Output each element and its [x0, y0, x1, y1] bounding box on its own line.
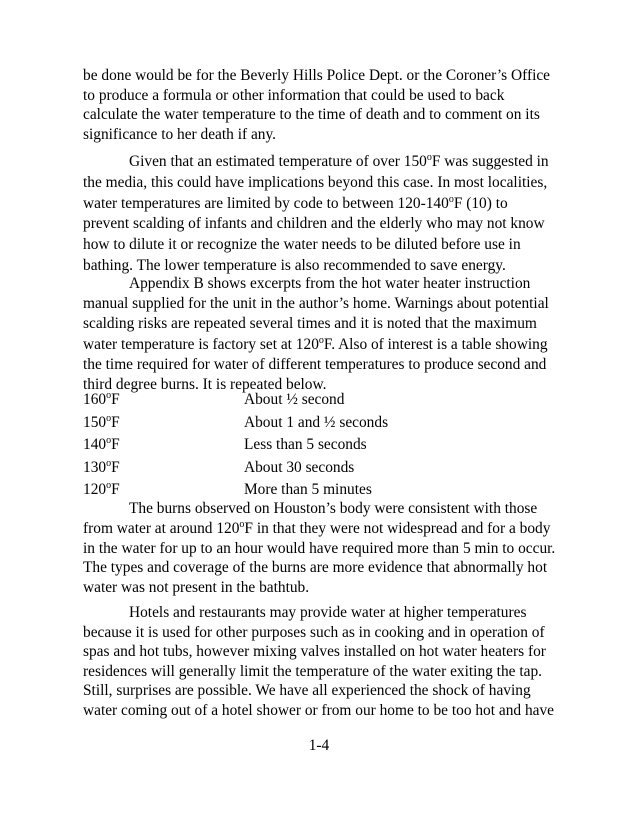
- table-row: [83, 412, 553, 435]
- text-line: calculate the water temperature to the time of death and to comment on its: [83, 106, 540, 123]
- text-line: Still, surprises are possible. We have all experienced the shock of having: [83, 682, 531, 699]
- text-line: water temperatures are limited by code to between 120-140$^o$F (10) to: [83, 193, 508, 212]
- text-line: Hotels and restaurants may provide water at higher temperatures: [129, 604, 527, 621]
- temperature-cell: 130$^o$F: [83, 457, 120, 476]
- text-line: from water at around 120$^o$F in that they were not widespread and for a body: [83, 518, 551, 537]
- text-line: the media, this could have implications beyond this case. In most localities,: [83, 173, 548, 191]
- burn-time-cell: About 1 and ½ seconds: [244, 413, 389, 431]
- paragraph-2: [83, 152, 553, 277]
- text-line: spas and hot tubs, however mixing valves installed on hot water heaters for: [83, 643, 546, 660]
- text-line: third degree burns. It is repeated below.: [83, 376, 327, 394]
- temperature-cell: 140$^o$F: [83, 435, 120, 454]
- text-line: to produce a formula or other information that could be used to back: [83, 86, 505, 104]
- burn-time-cell: About ½ second: [244, 391, 345, 408]
- text-line: water was not present in the bathtub.: [83, 579, 310, 597]
- text-line: Given that an estimated temperature of over 150$^o$F was suggested in: [129, 152, 549, 170]
- text-line: water coming out of a hotel shower or from our home to be too hot and have: [83, 701, 554, 719]
- text-line: bathing. The lower temperature is also recommended to save energy.: [83, 256, 506, 274]
- text-line: be done would be for the Beverly Hills Police Dept. or the Coroner’s Office: [83, 67, 551, 84]
- text-line: Appendix B shows excerpts from the hot water heater instruction: [129, 275, 531, 292]
- table-row: [83, 434, 553, 457]
- text-line: water temperature is factory set at 120$^o$F. Also of interest is a table showing: [83, 334, 548, 353]
- temperature-cell: 120$^o$F: [83, 480, 120, 499]
- text-line: scalding risks are repeated several times and it is noted that the maximum: [83, 315, 537, 333]
- text-line: because it is used for other purposes such as in cooking and in operation of: [83, 623, 545, 641]
- temperature-cell: 150$^o$F: [83, 412, 120, 431]
- paragraph-3: [83, 274, 553, 395]
- page-number: 1-4: [308, 737, 330, 754]
- text-line: residences will generally limit the temperature of the water exiting the tap.: [83, 662, 542, 680]
- burn-time-cell: About 30 seconds: [244, 458, 355, 476]
- text-line: The types and coverage of the burns are more evidence that abnormally hot: [83, 559, 548, 577]
- text-line: significance to her death if any.: [83, 125, 277, 143]
- paragraph-5: [83, 603, 553, 720]
- text-line: the time required for water of different temperatures to produce second and: [83, 355, 547, 373]
- text-line: how to dilute it or recognize the water needs to be diluted before use in: [83, 236, 521, 254]
- text-line: manual supplied for the unit in the author’s home. Warnings about potential: [83, 295, 549, 313]
- burn-time-table: [83, 389, 553, 502]
- burn-time-cell: More than 5 minutes: [244, 481, 372, 499]
- burn-time-cell: Less than 5 seconds: [244, 436, 367, 454]
- paragraph-4: [83, 499, 556, 598]
- table-row: [83, 389, 553, 412]
- text-line: The burns observed on Houston’s body were consistent with those: [129, 500, 538, 517]
- text-line: prevent scalding of infants and children and the elderly who may not know: [83, 215, 545, 233]
- text-line: in the water for up to an hour would have required more than 5 min to occur.: [83, 539, 556, 557]
- temperature-cell: 160$^o$F: [83, 390, 120, 408]
- paragraph-1: [83, 66, 553, 144]
- table-row: [83, 457, 553, 480]
